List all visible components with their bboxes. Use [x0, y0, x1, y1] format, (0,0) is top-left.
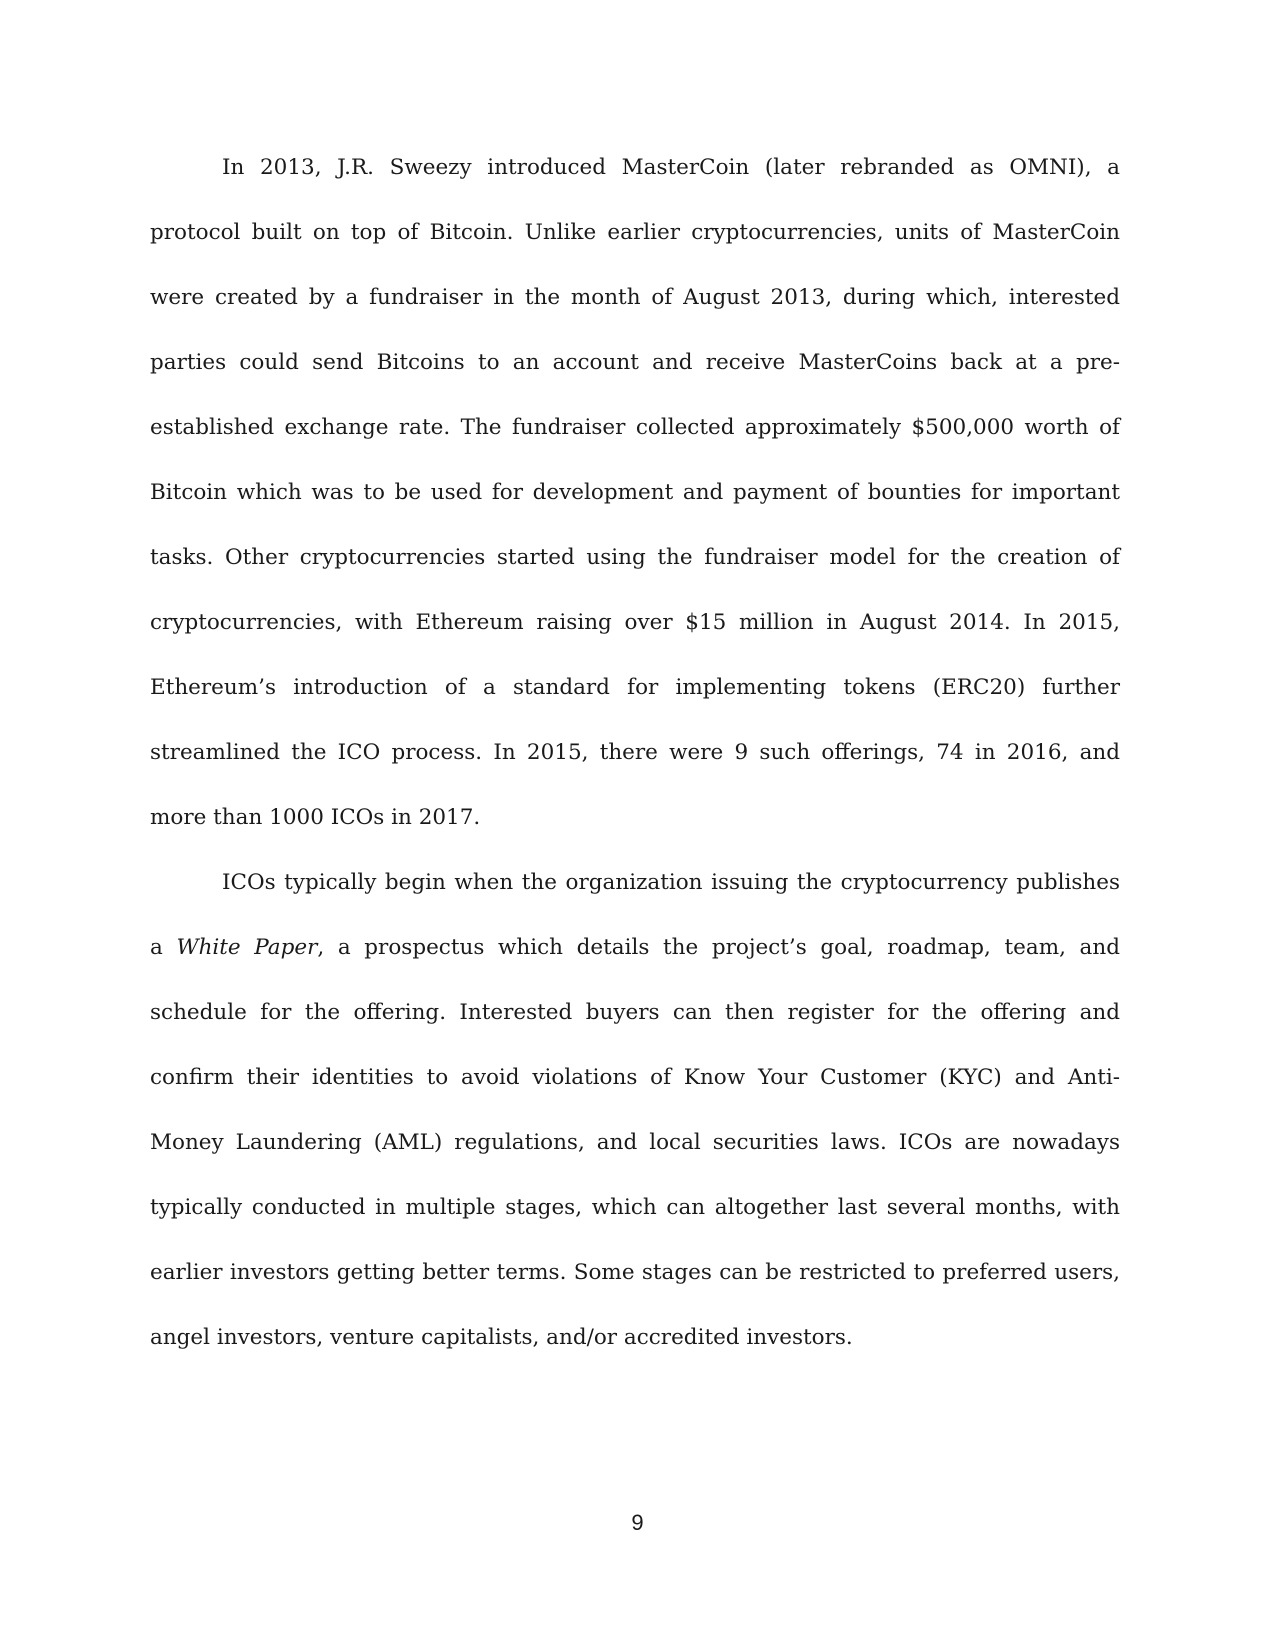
paragraph-ico-rest: , a prospectus which details the project’s goal, roadmap, team, and schedule for the offering. Interested buyers can then register for the offering and confirm their identities to avoid violations of Know Your Customer (KYC) and Anti-Money Laundering (AML) regulations, and local securities laws. ICOs are nowadays typically conducted in multiple stages, which can altogether last several months, with earlier investors getting better terms. Some stages can be restricted to preferred users, angel investors, venture capitalists, and/or accredited investors.: [150, 935, 1120, 1350]
white-paper-term: White Paper: [176, 935, 318, 960]
paragraph-mastercoin-history: In 2013, J.R. Sweezy introduced MasterCoin (later rebranded as OMNI), a protocol built on top of Bitcoin. Unlike earlier cryptocurrencies, units of MasterCoin were created by a fundraiser in the month of August 2013, during which, interested parties could send Bitcoins to an account and receive MasterCoins back at a pre-established exchange rate. The fundraiser collected approximately $500,000 worth of Bitcoin which was to be used for development and payment of bounties for important tasks. Other cryptocurrencies started using the fundraiser model for the creation of cryptocurrencies, with Ethereum raising over $15 million in August 2014. In 2015, Ethereum’s introduction of a standard for implementing tokens (ERC20) further streamlined the ICO process. In 2015, there were 9 such offerings, 74 in 2016, and more than 1000 ICOs in 2017.: [150, 155, 1120, 830]
page-number: 9: [631, 1510, 644, 1535]
paragraph-ico-lead: ICOs typically begin when the organization issuing the cryptocurrency publishes a: [150, 870, 1120, 960]
paragraph-ico-process: [150, 850, 1120, 1370]
body-text: [150, 135, 1120, 1370]
